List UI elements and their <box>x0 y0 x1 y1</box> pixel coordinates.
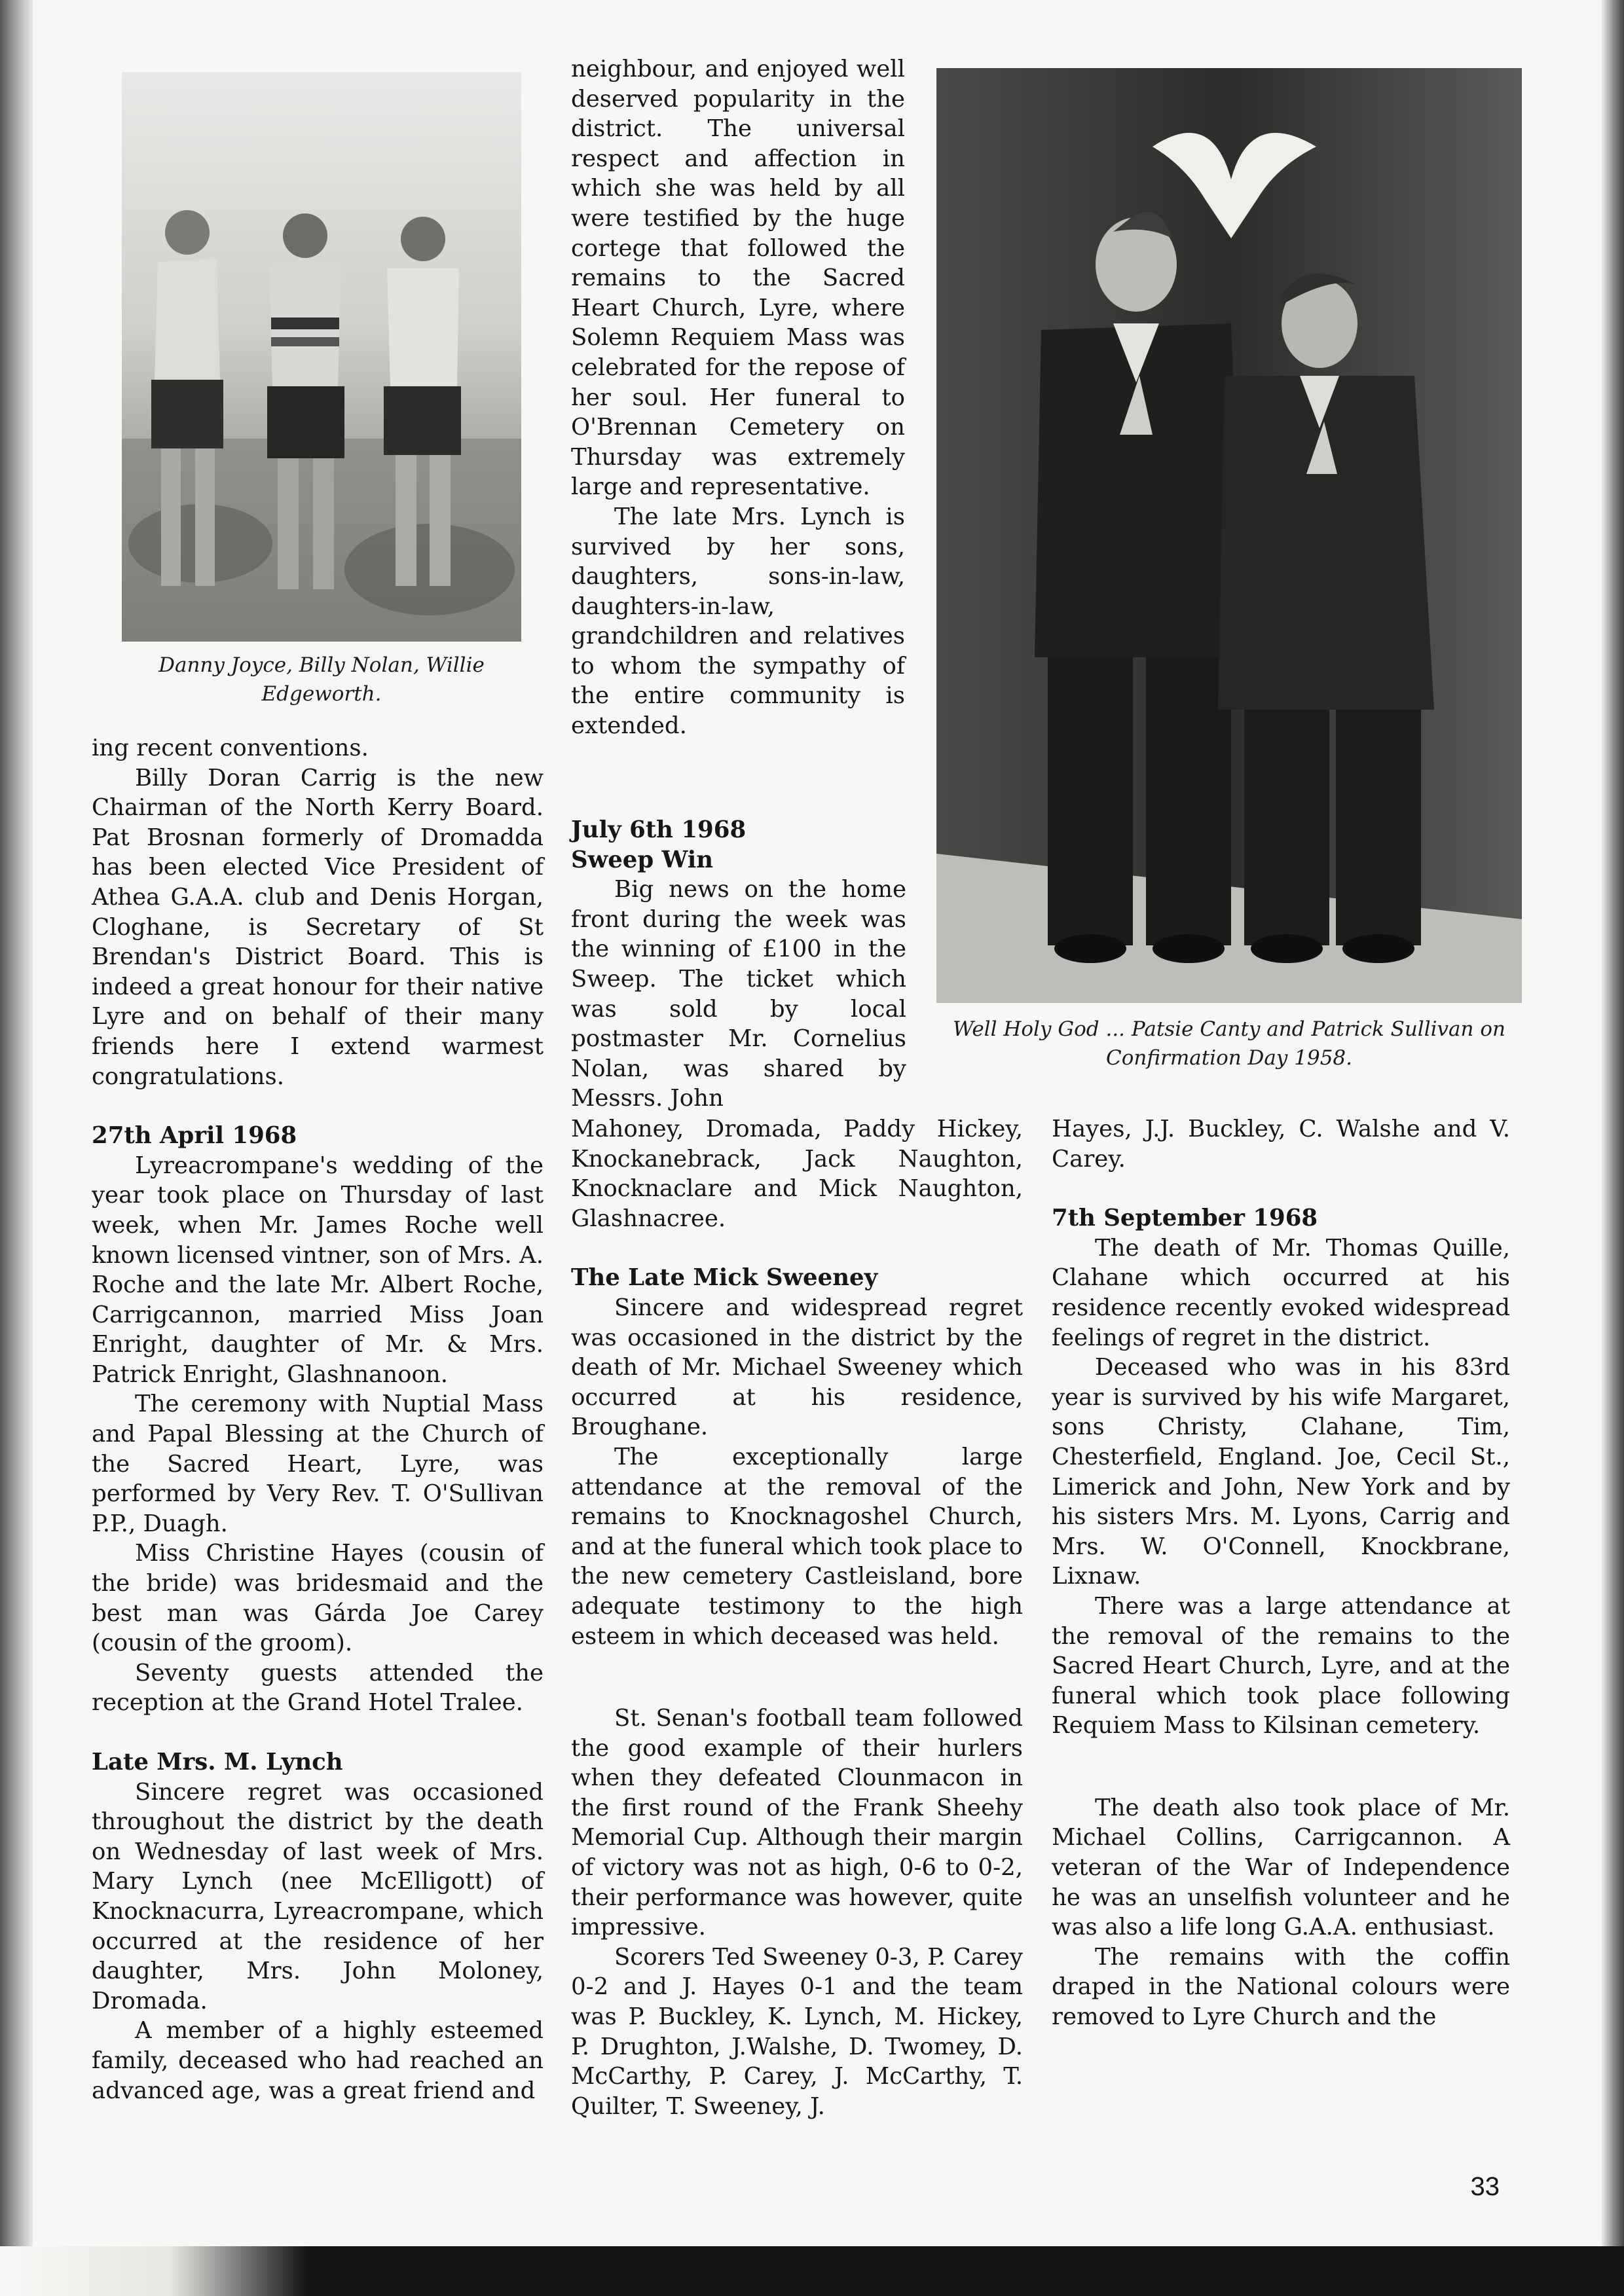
sweeney-paragraph-2: The exceptionally large attendance at the removal of the remains to Knocknagoshel Church, and at the funeral which took place to the new cemetery Castleisland, bore adequate testimony to the high esteem in which deceased was held. <box>571 1443 1023 1650</box>
caption-three-men: Danny Joyce, Billy Nolan, Willie Edgeworth. <box>158 653 485 706</box>
column-3 <box>1052 1114 1510 2032</box>
football-paragraph-1: St. Senan's football team followed the good example of their hurlers when they defeated Clounmacon in the first round of the Frank Sheehy Memorial Cup. Although their margin of victory was not as high, 0-6 to 0-2, their performance was however, quite impressive. <box>571 1705 1023 1941</box>
scan-right-edge <box>1602 0 1624 2296</box>
quille-paragraph-3: There was a large attendance at the removal of the remains to the Sacred Heart Church, Lyre, and at the funeral which took place following Requiem Mass to Kilsinan cemetery. <box>1052 1592 1510 1740</box>
billy-doran-paragraph: Billy Doran Carrig is the new Chairman of the North Kerry Board. Pat Brosnan formerly of Dromadda has been elected Vice President of Athea G.A.A. club and Denis Horgan, Cloghane, is Secretary of St Brendan's District Board. This is indeed a great honour for their native Lyre and on behalf of their many friends here I extend warmest congratulations. <box>92 764 544 1090</box>
scan-left-edge <box>0 0 33 2296</box>
wedding-paragraph-2: The ceremony with Nuptial Mass and Papal Blessing at the Church of the Sacred Heart, Lyre, was performed by Very Rev. T. O'Sullivan P.P., Duagh. <box>92 1391 544 1537</box>
quille-paragraph-2: Deceased who was in his 83rd year is survived by his wife Margaret, sons Christy, Clahane, Tim, Chesterfield, England. Joe, Cecil St., Limerick and John, New York and by his sisters Mrs. M. Lyons, Carrig and Mrs. W. O'Connell, Knockbrane, Lixnaw. <box>1052 1354 1510 1590</box>
sweep-paragraph-start: Big news on the home front during the week was the winning of £100 in the Sweep. The ticket which was sold by local postmaster Mr. Cornelius Nolan, was shared by Messrs. John <box>571 876 906 1112</box>
lynch-survived: The late Mrs. Lynch is survived by her sons, daughters, sons-in-law, daughters-in-law, grandchildren and relatives to whom the sympathy of the entire community is extended. <box>571 503 905 740</box>
lynch-paragraph-1: Sincere regret was occasioned throughout the district by the death on Wednesday of last week of Mrs. Mary Lynch (nee McElligott) of Knocknacurra, Lyreacrompane, which occurred at the residence of her daughter, Mrs. John Moloney, Dromada. <box>92 1778 544 2014</box>
column-1 <box>92 733 544 2105</box>
sweep-paragraph-end: Mahoney, Dromada, Paddy Hickey, Knockanebrack, Jack Naughton, Knocknaclare and Mick Naughton, Glashnacree. <box>571 1116 1023 1232</box>
team-continued: Hayes, J.J. Buckley, C. Walshe and V. Carey. <box>1052 1116 1510 1173</box>
column-2-bottom <box>571 1114 1023 2121</box>
lynch-heading: Late Mrs. M. Lynch <box>92 1749 343 1776</box>
sweep-section <box>571 815 906 1114</box>
collins-paragraph-2: The remains with the coffin draped in the National colours were removed to Lyre Church and the <box>1052 1943 1510 2031</box>
lynch-continued: neighbour, and enjoyed well deserved popularity in the district. The universal respect and affection in which she was held by all were testified by the huge cortege that followed the remains to the Sacred Heart Church, Lyre, where Solemn Requiem Mass was celebrated for the repose of her soul. Her funeral to O'Brennan Cemetery on Thursday was extremely large and representative. <box>571 56 905 501</box>
wedding-paragraph-1: Lyreacrompane's wedding of the year took place on Thursday of last week, when Mr. James Roche well known licensed vintner, son of Mrs. A. Roche and the late Mr. Albert Roche, Carrigcannon, married Miss Joan Enright, daughter of Mr. & Mrs. Patrick Enright, Glashnanoon. <box>92 1152 544 1388</box>
caption-two-boys: Well Holy God ... Patsie Canty and Patrick Sullivan on Confirmation Day 1958. <box>953 1017 1505 1070</box>
lynch-paragraph-2: A member of a highly esteemed family, deceased who had reached an advanced age, was a great friend and <box>92 2017 544 2104</box>
quille-paragraph-1: The death of Mr. Thomas Quille, Clahane which occurred at his residence recently evoked widespread feelings of regret in the district. <box>1052 1234 1510 1351</box>
photo-two-boys-icon <box>936 68 1522 1003</box>
sweeney-heading: The Late Mick Sweeney <box>571 1264 878 1292</box>
wedding-heading: 27th April 1968 <box>92 1122 297 1150</box>
continued-text: ing recent conventions. <box>92 735 369 761</box>
page-number: 33 <box>1470 2172 1500 2201</box>
sweeney-paragraph-1: Sincere and widespread regret was occasioned in the district by the death of Mr. Michael Sweeney which occurred at his residence, Broughane. <box>571 1294 1023 1441</box>
wedding-paragraph-4: Seventy guests attended the reception at the Grand Hotel Tralee. <box>92 1659 544 1717</box>
photo-three-men-icon <box>122 72 521 642</box>
collins-paragraph-1: The death also took place of Mr. Michael Collins, Carrigcannon. A veteran of the War of Independence he was an unselfish volunteer and he was also a life long G.A.A. enthusiast. <box>1052 1794 1510 1941</box>
football-paragraph-2: Scorers Ted Sweeney 0-3, P. Carey 0-2 and J. Hayes 0-1 and the team was P. Buckley, K. Lynch, M. Hickey, P. Drughton, J.Walshe, D. Twomey, D. McCarthy, P. Carey, J. McCarthy, T. Quilter, T. Sweeney, J. <box>571 1943 1023 2120</box>
sweep-heading: Sweep Win <box>571 846 714 873</box>
wedding-paragraph-3: Miss Christine Hayes (cousin of the bride) was bridesmaid and the best man was Gárda Joe Carey (cousin of the groom). <box>92 1540 544 1657</box>
scan-bottom-edge-fade <box>0 2246 308 2296</box>
sweep-date: July 6th 1968 <box>571 816 747 843</box>
quille-heading: 7th September 1968 <box>1052 1205 1318 1232</box>
column-2-top <box>571 54 905 741</box>
